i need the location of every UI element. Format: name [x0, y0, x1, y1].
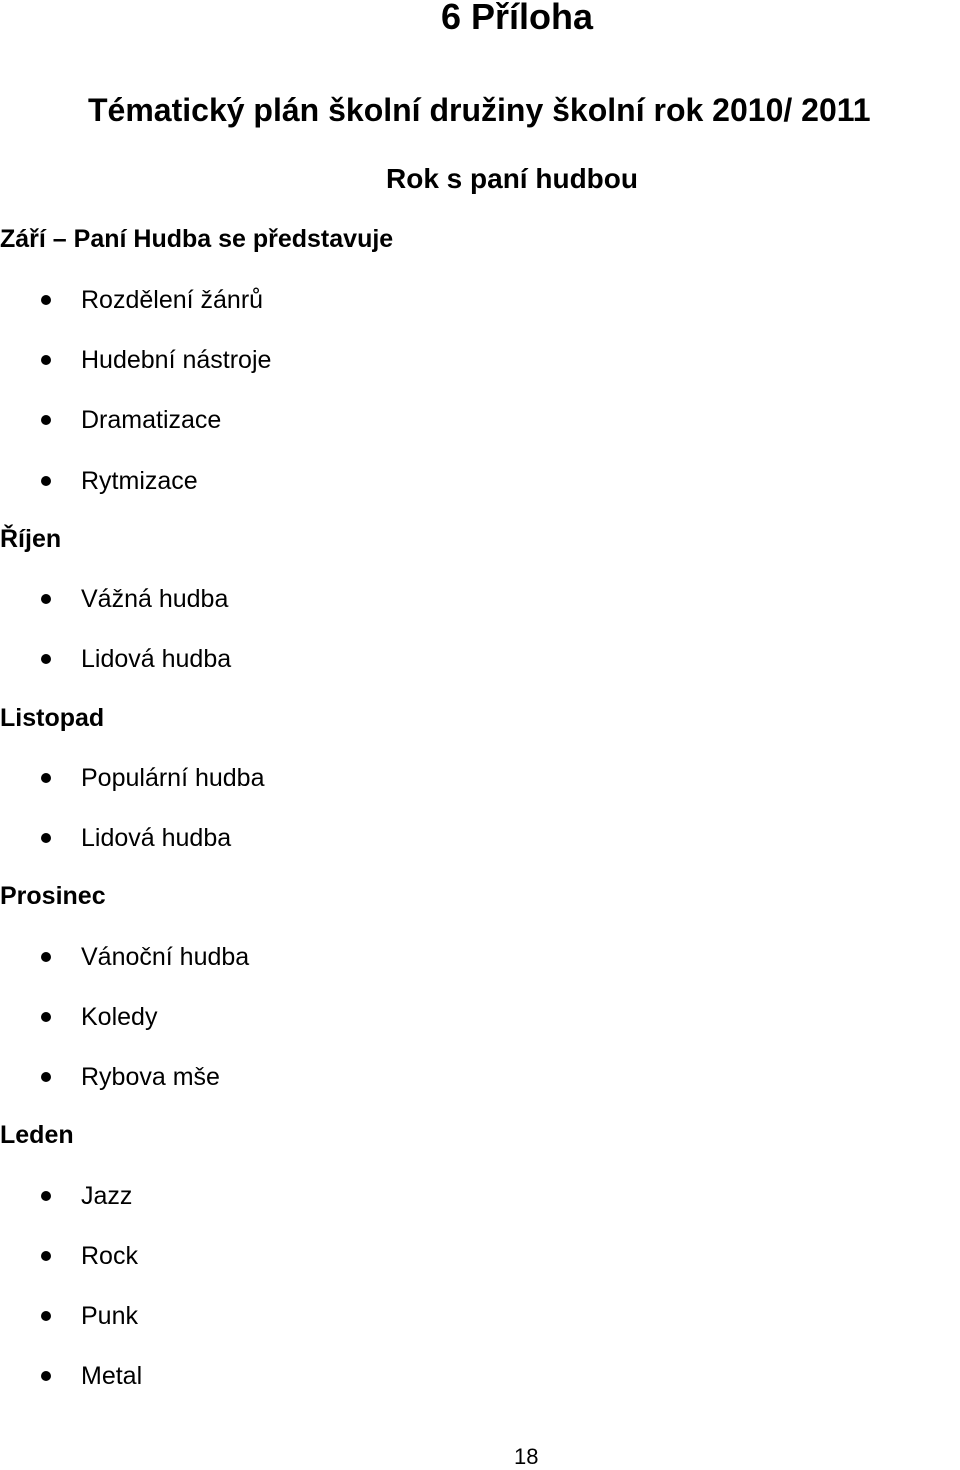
month-heading-october: Říjen	[0, 525, 62, 553]
list-item-text: Koledy	[81, 1003, 158, 1031]
bullet-icon	[41, 773, 51, 783]
bullet-icon	[41, 1191, 51, 1201]
bullet-icon	[41, 1012, 51, 1022]
list-item-text: Populární hudba	[81, 764, 265, 792]
list-item-text: Vánoční hudba	[81, 943, 250, 971]
bullet-icon	[41, 476, 51, 486]
list-item-text: Punk	[81, 1302, 138, 1330]
list-item-text: Rock	[81, 1242, 138, 1270]
month-heading-september: Září – Paní Hudba se představuje	[0, 225, 394, 253]
page-number: 18	[514, 1444, 539, 1469]
list-item-text: Lidová hudba	[81, 824, 232, 852]
month-heading-december: Prosinec	[0, 882, 106, 910]
list-item-text: Lidová hudba	[81, 645, 232, 673]
bullet-icon	[41, 952, 51, 962]
bullet-icon	[41, 355, 51, 365]
bullet-icon	[41, 415, 51, 425]
list-item-text: Metal	[81, 1362, 143, 1390]
bullet-icon	[41, 1371, 51, 1381]
list-item-text: Vážná hudba	[81, 585, 229, 613]
month-heading-november: Listopad	[0, 704, 105, 732]
bullet-icon	[41, 1311, 51, 1321]
bullet-icon	[41, 833, 51, 843]
month-heading-january: Leden	[0, 1121, 74, 1149]
bullet-icon	[41, 594, 51, 604]
bullet-icon	[41, 654, 51, 664]
plan-subtitle: Rok s paní hudbou	[386, 163, 638, 194]
plan-title: Tématický plán školní družiny školní rok 2010/ 2011	[88, 92, 871, 128]
bullet-icon	[41, 1072, 51, 1082]
list-item-text: Dramatizace	[81, 406, 222, 434]
list-item-text: Rytmizace	[81, 467, 198, 495]
list-item-text: Hudební nástroje	[81, 346, 272, 374]
list-item-text: Rybova mše	[81, 1063, 220, 1091]
list-item-text: Rozdělení žánrů	[81, 286, 264, 314]
list-item-text: Jazz	[81, 1182, 133, 1210]
bullet-icon	[41, 295, 51, 305]
bullet-icon	[41, 1251, 51, 1261]
chapter-heading: 6 Příloha	[441, 0, 594, 37]
